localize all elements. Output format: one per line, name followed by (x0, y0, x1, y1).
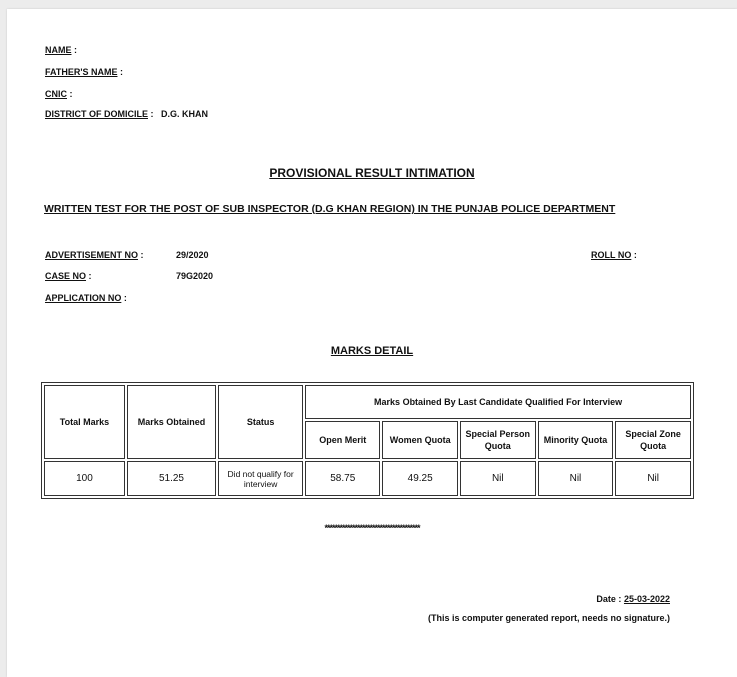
case-no-field: CASE NO : (45, 271, 92, 281)
cell-total-marks: 100 (44, 461, 125, 496)
header-women-quota: Women Quota (382, 421, 458, 459)
footer-note: (This is computer generated report, needs no signature.) (427, 613, 670, 623)
domicile-value: D.G. KHAN (161, 109, 208, 119)
advertisement-no-value: 29/2020 (176, 250, 209, 260)
header-last-candidate-group: Marks Obtained By Last Candidate Qualified For Interview (305, 385, 691, 419)
application-no-label: APPLICATION NO (45, 293, 122, 303)
case-no-value: 79G2020 (176, 271, 214, 281)
date-line (596, 594, 670, 604)
cell-marks-obtained: 51.25 (127, 461, 216, 496)
table-header-row (44, 385, 691, 419)
document-subheading: WRITTEN TEST FOR THE POST OF SUB INSPECTOR (D.G KHAN REGION) IN THE PUNJAB POLICE DEPARTMENT (44, 203, 616, 215)
cell-open-merit: 58.75 (305, 461, 380, 496)
name-label: NAME (45, 45, 72, 55)
domicile-field: DISTRICT OF DOMICILE : (45, 109, 154, 119)
name-field: NAME : (45, 45, 77, 55)
father-name-field: FATHER'S NAME : (45, 67, 123, 77)
advertisement-no-label: ADVERTISEMENT NO (45, 250, 139, 260)
marks-table (41, 382, 694, 499)
header-marks-obtained: Marks Obtained (127, 385, 216, 459)
date-label: Date : (596, 594, 622, 604)
header-status: Status (218, 385, 303, 459)
cell-women-quota: 49.25 (382, 461, 458, 496)
domicile-label: DISTRICT OF DOMICILE (45, 109, 148, 119)
result-document (7, 9, 737, 677)
date-value: 25-03-2022 (623, 594, 670, 604)
cnic-field: CNIC : (45, 89, 73, 99)
cnic-label: CNIC (45, 89, 67, 99)
cell-special-zone-quota: Nil (615, 461, 691, 496)
separator-stars: ************************************** (324, 523, 420, 533)
application-no-field: APPLICATION NO : (45, 293, 127, 303)
table-row (44, 461, 691, 496)
cell-status: Did not qualify for interview (218, 461, 303, 496)
header-total-marks: Total Marks (44, 385, 125, 459)
advertisement-no-field: ADVERTISEMENT NO : (45, 250, 144, 260)
roll-no-field: ROLL NO : (591, 250, 637, 260)
roll-no-label: ROLL NO (591, 250, 632, 260)
header-minority-quota: Minority Quota (538, 421, 614, 459)
marks-detail-heading: MARKS DETAIL (330, 345, 414, 357)
header-special-person-quota: Special Person Quota (460, 421, 536, 459)
cell-special-person-quota: Nil (460, 461, 536, 496)
father-name-label: FATHER'S NAME (45, 67, 118, 77)
cell-minority-quota: Nil (538, 461, 614, 496)
header-open-merit: Open Merit (305, 421, 380, 459)
case-no-label: CASE NO (45, 271, 87, 281)
header-special-zone-quota: Special Zone Quota (615, 421, 691, 459)
document-heading: PROVISIONAL RESULT INTIMATION (269, 166, 475, 180)
